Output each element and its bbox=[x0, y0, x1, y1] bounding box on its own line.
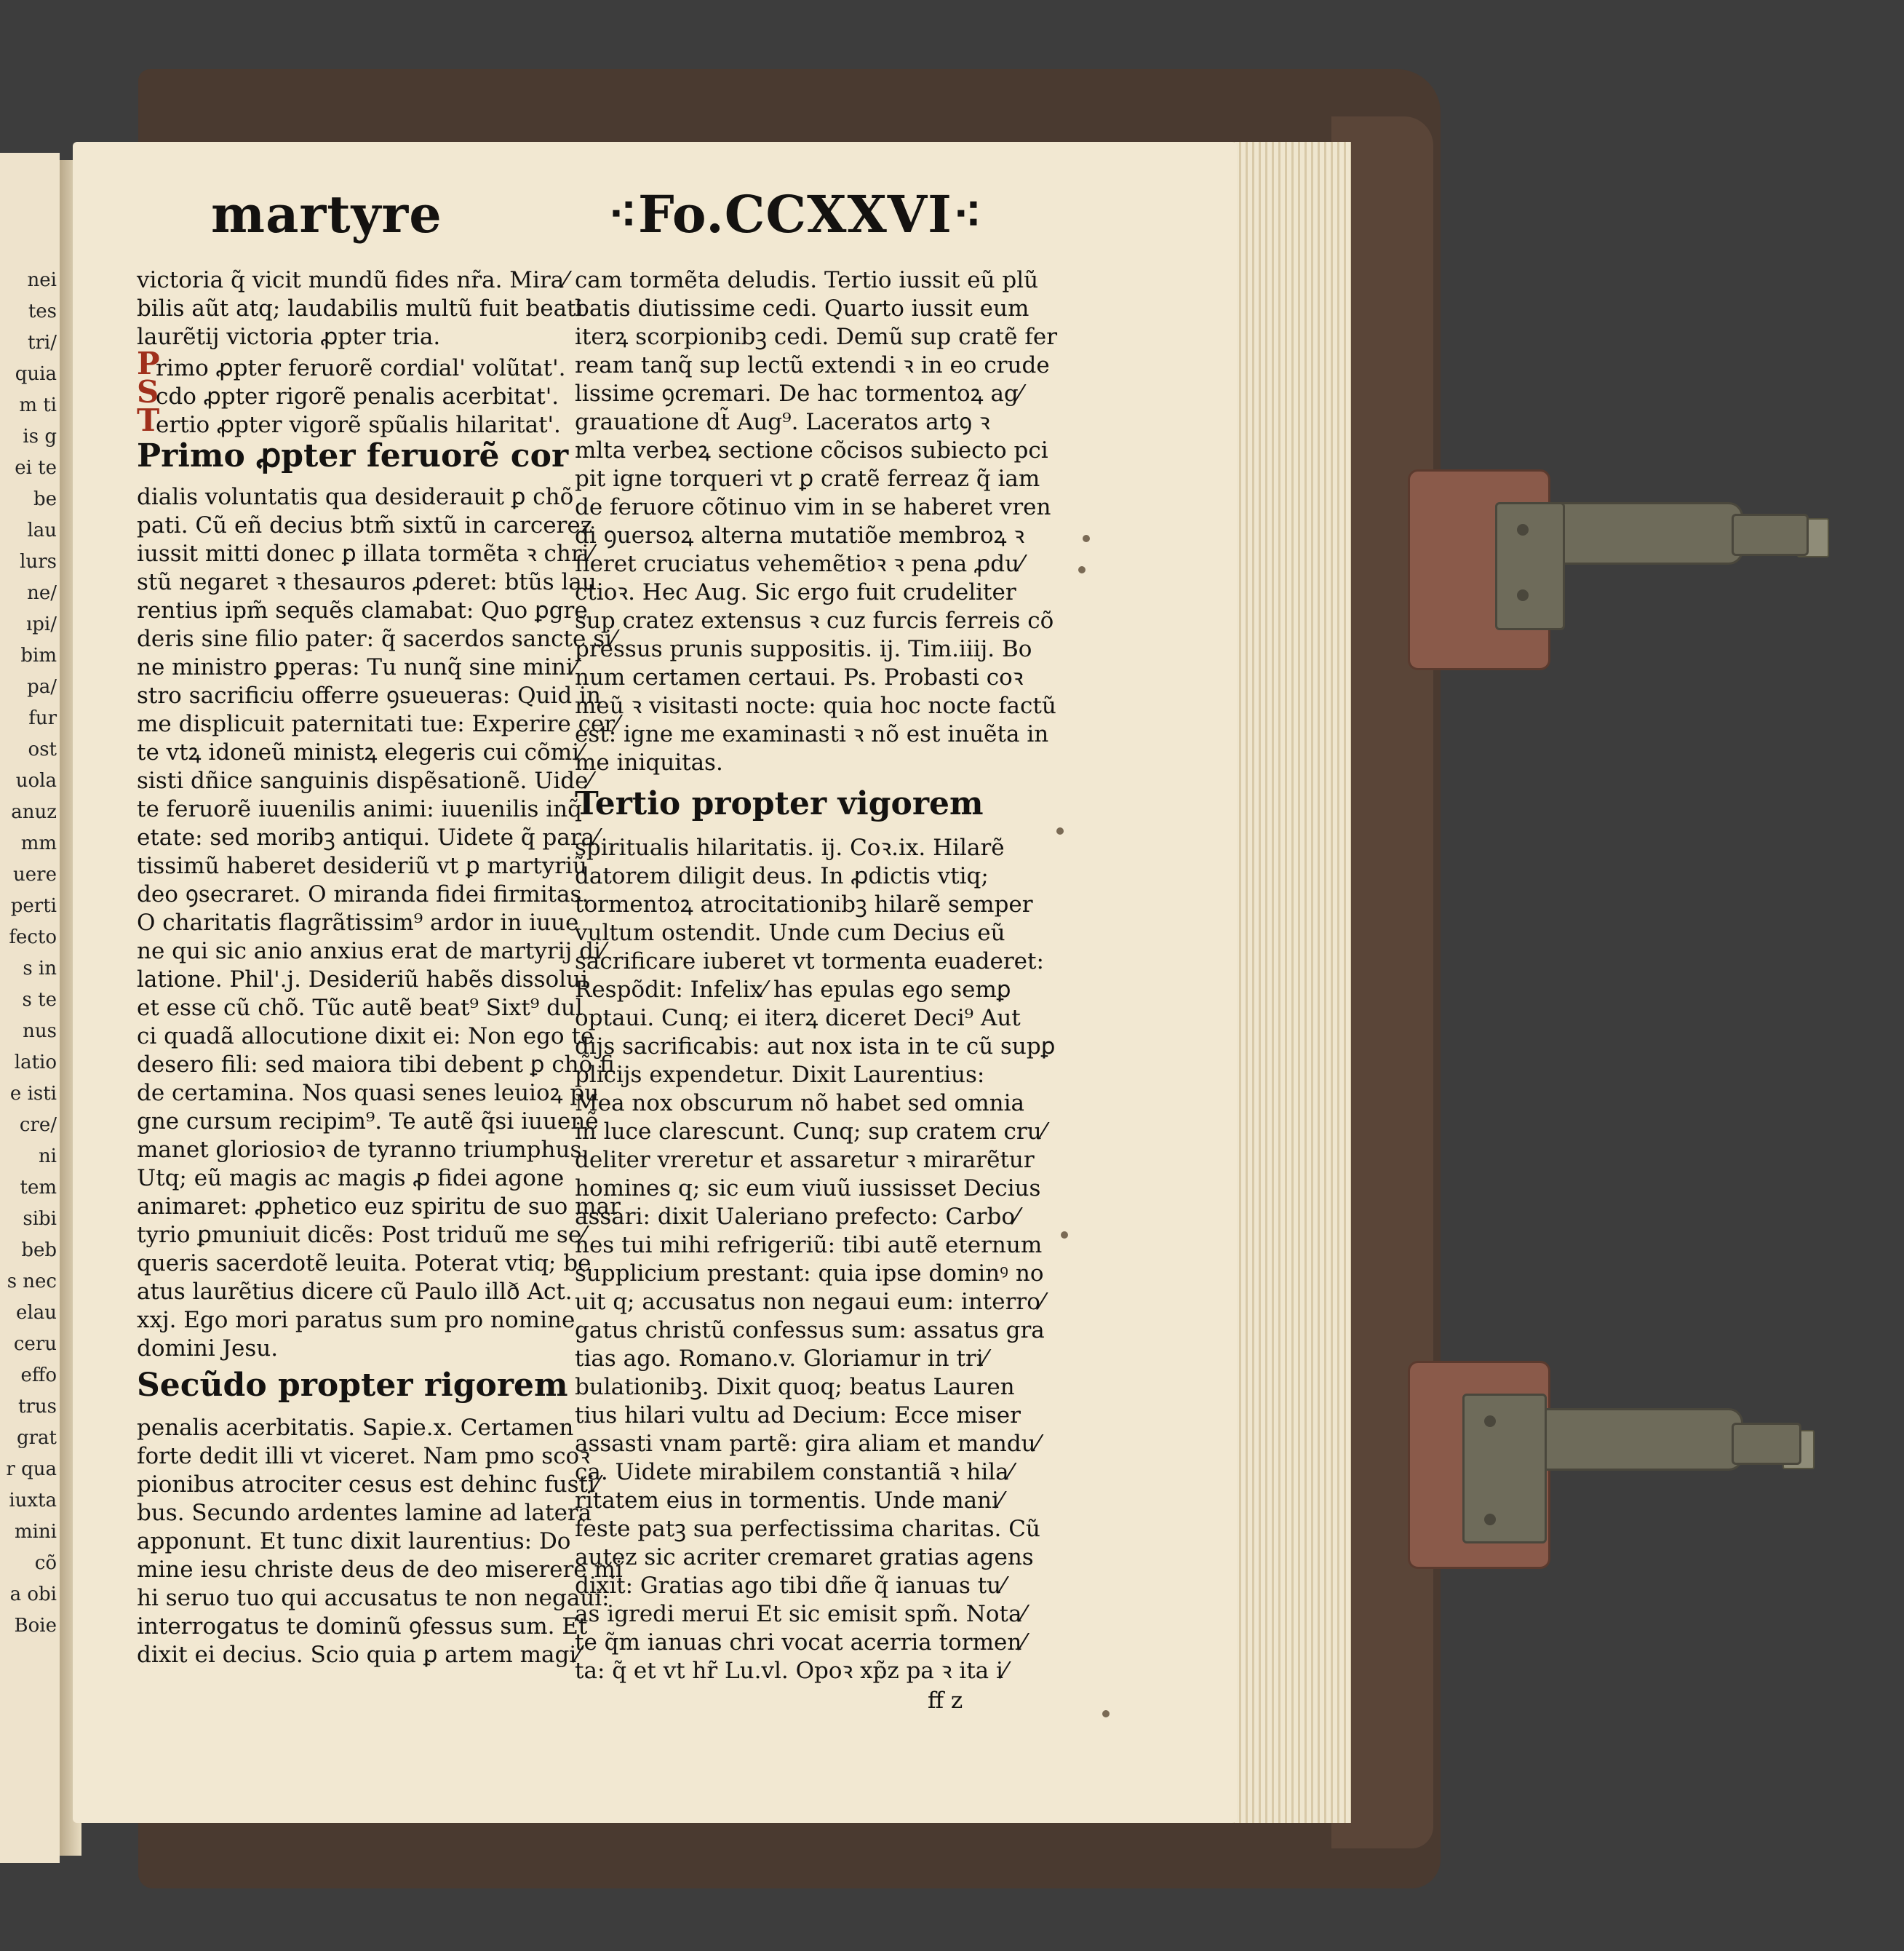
division-line: cdo ꝓpter rigorẽ penalis acerbitat'. bbox=[156, 384, 559, 410]
text-line: ream tanq̃ sup lectũ extendi ꝛ in eo crude bbox=[575, 352, 1050, 378]
margin-fragment: tes bbox=[28, 301, 57, 322]
text-line: te vtꝝ idoneũ ministꝝ elegeris cui cõmi⁄ bbox=[137, 739, 583, 766]
text-line: me displicuit paternitati tue: Experire cer⁄ bbox=[137, 711, 619, 737]
text-line: uit q; accusatus non negaui eum: interro⁄ bbox=[575, 1289, 1045, 1315]
text-line: autez sic acriter cremaret gratias agens bbox=[575, 1544, 1034, 1570]
margin-fragment: latio bbox=[14, 1052, 57, 1073]
text-line: dixit ei decius. Scio quia ꝑ artem magi⁄ bbox=[137, 1642, 581, 1668]
rubricated-initial: T bbox=[137, 402, 160, 438]
margin-fragment: anuz bbox=[11, 801, 57, 823]
text-line: nes tui mihi refrigeriũ: tibi autẽ eternum bbox=[575, 1232, 1043, 1258]
text-line: latione. Phil'.j. Desideriũ habẽs dissolui bbox=[137, 966, 588, 993]
rubricated-initial: S bbox=[137, 374, 159, 410]
text-line: gne cursum recipim⁹. Te autẽ q̃si iuuenẽ bbox=[137, 1108, 599, 1135]
text-line: interrogatus te dominũ ꝯfessus sum. Et bbox=[137, 1613, 588, 1640]
text-line: optaui. Cunq; ei iterꝝ diceret Deci⁹ Aut bbox=[575, 1005, 1021, 1031]
clasp-lower-plate bbox=[1462, 1394, 1547, 1543]
text-line: sup cratez extensus ꝛ cuz furcis ferreis cõ bbox=[575, 608, 1054, 634]
margin-fragment: beb bbox=[21, 1239, 57, 1261]
text-line: ne qui sic anio anxius erat de martyrij di⁄ bbox=[137, 938, 605, 964]
margin-fragment: ni bbox=[38, 1145, 57, 1167]
margin-fragment: m ti bbox=[19, 394, 57, 416]
text-line: gatus christũ confessus sum: assatus gra bbox=[575, 1317, 1045, 1343]
section-heading: Primo ꝓpter feruorẽ cor bbox=[137, 437, 569, 474]
worm-hole bbox=[1061, 1231, 1068, 1239]
text-line: hi seruo tuo qui accusatus te non negaui: bbox=[137, 1585, 610, 1611]
text-line: di ꝯuersoꝝ alterna mutatiõe membroꝝ ꝛ bbox=[575, 522, 1025, 549]
margin-fragment: ne/ bbox=[27, 582, 57, 604]
margin-fragment: s nec bbox=[7, 1271, 57, 1292]
text-line: iterꝝ scorpionibꝫ cedi. Demũ sup cratẽ fer bbox=[575, 324, 1058, 350]
text-line: sisti dñice sanguinis dispẽsationẽ. Uide⁄ bbox=[137, 768, 592, 794]
text-line: in luce clarescunt. Cunq; sup cratem cru⁄ bbox=[575, 1118, 1045, 1145]
text-line: animaret: ꝓphetico euz spiritu de suo mar bbox=[137, 1193, 621, 1220]
worm-hole bbox=[1083, 535, 1090, 542]
text-line: stũ negaret ꝛ thesauros ꝓderet: btũs lau bbox=[137, 569, 597, 595]
margin-fragment: ceru bbox=[13, 1333, 57, 1355]
text-line: dijs sacrificabis: aut nox ista in te cũ supꝑ bbox=[575, 1033, 1056, 1060]
margin-fragment: effo bbox=[20, 1364, 57, 1386]
text-line: assari: dixit Ualeriano prefecto: Carbo⁄ bbox=[575, 1204, 1019, 1230]
text-line: Respõdit: Infelix⁄ has epulas ego semꝑ bbox=[575, 977, 1011, 1003]
division-line: ertio ꝓpter vigorẽ spũalis hilaritat'. bbox=[156, 412, 561, 438]
text-line: tissimũ haberet desideriũ vt ꝑ martyriũ bbox=[137, 853, 587, 879]
text-line: mlta verbeꝝ sectione cõcisos subiecto pci bbox=[575, 437, 1048, 464]
text-line: penalis acerbitatis. Sapie.x. Certamen bbox=[137, 1415, 574, 1441]
division-line: rimo ꝓpter feruorẽ cordial' volũtat'. bbox=[156, 355, 566, 381]
text-line: cam tormẽta deludis. Tertio iussit eũ plũ bbox=[575, 267, 1039, 293]
text-line: de feruore cõtinuo vim in se haberet vren bbox=[575, 494, 1051, 520]
text-line: et esse cũ chõ. Tũc autẽ beat⁹ Sixt⁹ dul bbox=[137, 995, 583, 1021]
margin-fragment: s in bbox=[23, 958, 57, 980]
margin-fragment: elau bbox=[16, 1302, 57, 1324]
section-heading: Tertio propter vigorem bbox=[575, 785, 984, 822]
signature-mark: ff z bbox=[928, 1688, 963, 1714]
margin-fragment: perti bbox=[10, 895, 57, 917]
margin-fragment: sibi bbox=[23, 1208, 57, 1230]
margin-fragment: pa/ bbox=[27, 676, 57, 698]
text-line: O charitatis flagrãtissim⁹ ardor in iuue bbox=[137, 910, 579, 936]
margin-fragment: iuxta bbox=[9, 1490, 57, 1511]
text-line: forte dedit illi vt viceret. Nam pmo scoꝛ bbox=[137, 1443, 590, 1469]
margin-fragment: mm bbox=[20, 833, 57, 854]
worm-hole bbox=[1056, 827, 1064, 835]
text-line: te q̃m ianuas chri vocat acerria tormen⁄ bbox=[575, 1629, 1026, 1656]
clasp-lower-rivet bbox=[1484, 1514, 1496, 1525]
text-line: queris sacerdotẽ leuita. Poterat vtiq; be bbox=[137, 1250, 591, 1276]
folio-number: ⁖Fo.CCXXVI⁖ bbox=[608, 184, 983, 245]
margin-fragment: lau bbox=[27, 520, 57, 541]
text-line: domini Jesu. bbox=[137, 1335, 279, 1362]
text-line: te feruorẽ iuuenilis animi: iuuenilis inq̃ bbox=[137, 796, 582, 822]
text-line: supplicium prestant: quia ipse dominꝰ no bbox=[575, 1260, 1044, 1287]
clasp-upper-plate bbox=[1495, 502, 1565, 630]
text-line: xxj. Ego mori paratus sum pro nomine bbox=[137, 1307, 575, 1333]
section-heading: Secũdo propter rigorem bbox=[137, 1367, 568, 1404]
text-line: ta: q̃ et vt hr̃ Lu.vl. Opoꝛ xp̃z pa ꝛ ita i⁄ bbox=[575, 1658, 1008, 1684]
margin-fragment: is g bbox=[23, 426, 57, 448]
text-line: fieret cruciatus vehemẽtioꝛ ꝛ pena ꝓdu⁄ bbox=[575, 551, 1024, 577]
text-line: ca. Uidete mirabilem constantiã ꝛ hila⁄ bbox=[575, 1459, 1013, 1485]
text-line: de certamina. Nos quasi senes leuioꝝ pu bbox=[137, 1080, 600, 1106]
margin-fragment: cre/ bbox=[19, 1114, 57, 1136]
margin-fragment: nei bbox=[27, 269, 57, 291]
text-line: dixit: Gratias ago tibi dñe q̃ ianuas tu⁄ bbox=[575, 1573, 1005, 1599]
text-line: homines q; sic eum viuũ iussisset Decius bbox=[575, 1175, 1041, 1201]
text-line: tyrio ꝑmuniuit dicẽs: Post triduũ me se⁄ bbox=[137, 1222, 586, 1248]
text-line: bulationibꝫ. Dixit quoq; beatus Lauren bbox=[575, 1374, 1015, 1400]
text-line: vultum ostendit. Unde cum Decius eũ bbox=[575, 920, 1005, 946]
worm-hole bbox=[1102, 1710, 1110, 1717]
text-line: stro sacrificiu offerre ꝯsueueras: Quid in bbox=[137, 683, 601, 709]
text-line: pressus prunis suppositis. ij. Tim.iiij. Bo bbox=[575, 636, 1032, 662]
text-line: Mea nox obscurum nõ habet sed omnia bbox=[575, 1090, 1024, 1116]
worm-hole bbox=[1078, 566, 1086, 573]
text-line: atus laurẽtius dicere cũ Paulo illð Act. bbox=[137, 1279, 573, 1305]
margin-fragment: fecto bbox=[9, 926, 57, 948]
text-line: ne ministro ꝑperas: Tu nunq̃ sine mini⁄ bbox=[137, 654, 577, 680]
text-line: deliter vreretur et assaretur ꝛ mirarẽtur bbox=[575, 1147, 1035, 1173]
text-line: me iniquitas. bbox=[575, 750, 723, 776]
clasp-upper-rivet bbox=[1517, 589, 1529, 601]
rubricated-initial: P bbox=[137, 346, 160, 381]
margin-fragment: bim bbox=[20, 645, 57, 667]
margin-fragment: quia bbox=[15, 363, 57, 385]
margin-fragment: e isti bbox=[9, 1083, 57, 1105]
text-line: tius hilari vultu ad Decium: Ecce miser bbox=[575, 1402, 1021, 1429]
clasp-upper-rivet bbox=[1517, 524, 1529, 536]
text-line: num certamen certaui. Ps. Probasti coꝛ bbox=[575, 664, 1024, 691]
running-title: martyre bbox=[211, 184, 442, 245]
text-line: rentius ipm̃ sequẽs clamabat: Quo ꝑgre bbox=[137, 597, 588, 624]
text-line: pionibus atrociter cesus est dehinc fusti⁄ bbox=[137, 1471, 600, 1498]
margin-fragment: s te bbox=[22, 989, 57, 1011]
margin-fragment: a obi bbox=[9, 1584, 57, 1605]
text-line: tias ago. Romano.v. Gloriamur in tri⁄ bbox=[575, 1346, 987, 1372]
text-line: mine iesu christe deus de deo miserere mi bbox=[137, 1557, 623, 1583]
text-line: iussit mitti donec ꝑ illata tormẽta ꝛ chri⁄ bbox=[137, 541, 593, 567]
text-line: apponunt. Et tunc dixit laurentius: Do bbox=[137, 1528, 571, 1554]
text-line: tormentoꝝ atrocitationibꝫ hilarẽ semper bbox=[575, 891, 1033, 918]
clasp-lower-rivet bbox=[1484, 1415, 1496, 1427]
margin-fragment: grat bbox=[16, 1427, 57, 1449]
text-line: sacrificare iuberet vt tormenta euaderet: bbox=[575, 948, 1044, 974]
text-line: etate: sed moribꝫ antiqui. Uidete q̃ para⁄ bbox=[137, 824, 599, 851]
text-line: datorem diligit deus. In ꝓdictis vtiq; bbox=[575, 863, 989, 889]
page-fore-edge bbox=[1233, 142, 1351, 1823]
text-line: as igredi merui Et sic emisit spm̃. Nota⁄ bbox=[575, 1601, 1026, 1627]
margin-fragment: cõ bbox=[34, 1552, 57, 1574]
text-line: batis diutissime cedi. Quarto iussit eum bbox=[575, 295, 1029, 322]
margin-fragment: tri/ bbox=[28, 332, 57, 354]
text-line: bilis aũt atq; laudabilis multũ fuit beati bbox=[137, 295, 583, 322]
margin-fragment: be bbox=[33, 488, 57, 510]
text-line: deris sine filio pater: q̃ sacerdos sancte si⁄ bbox=[137, 626, 616, 652]
margin-fragment: r qua bbox=[6, 1458, 57, 1480]
text-line: plicijs expendetur. Dixit Laurentius: bbox=[575, 1062, 985, 1088]
margin-fragment: ei te bbox=[15, 457, 57, 479]
text-line: meũ ꝛ visitasti nocte: quia hoc nocte factũ bbox=[575, 693, 1056, 719]
text-line: victoria q̃ vicit mundũ fides nr̃a. Mira⁄ bbox=[137, 267, 568, 293]
text-line: deo ꝯsecraret. O miranda fidei firmitas. bbox=[137, 881, 589, 907]
text-line: desero fili: sed maiora tibi debent ꝑ chõ fi bbox=[137, 1052, 615, 1078]
margin-fragment: trus bbox=[18, 1396, 57, 1418]
text-line: ritatem eius in tormentis. Unde mani⁄ bbox=[575, 1487, 1003, 1514]
text-line: feste patꝫ sua perfectissima charitas. Cũ bbox=[575, 1516, 1040, 1542]
clasp-lower-tongue bbox=[1732, 1423, 1801, 1465]
margin-fragment: uola bbox=[15, 770, 57, 792]
text-line: est: igne me examinasti ꝛ nõ est inuẽta in bbox=[575, 721, 1049, 747]
margin-fragment: lurs bbox=[20, 551, 57, 573]
margin-fragment: ıpi/ bbox=[25, 613, 57, 635]
text-line: dialis voluntatis qua desiderauit ꝑ chõ bbox=[137, 484, 574, 510]
text-line: grauatione dt̃ Aug⁹. Laceratos artꝯ ꝛ bbox=[575, 409, 990, 435]
text-line: bus. Secundo ardentes lamine ad latera bbox=[137, 1500, 592, 1526]
margin-fragment: Boie bbox=[14, 1615, 57, 1637]
clasp-upper-tongue bbox=[1732, 514, 1809, 556]
text-line: spiritualis hilaritatis. ij. Coꝛ.ix. Hilarẽ bbox=[575, 835, 1005, 861]
text-line: ctioꝛ. Hec Aug. Sic ergo fuit crudeliter bbox=[575, 579, 1016, 605]
left-page bbox=[0, 153, 60, 1863]
margin-fragment: ost bbox=[28, 739, 57, 760]
margin-fragment: fur bbox=[28, 707, 57, 729]
text-line: Utq; eũ magis ac magis ꝓ fidei agone bbox=[137, 1165, 565, 1191]
margin-fragment: mini bbox=[14, 1521, 57, 1543]
text-line: pati. Cũ eñ decius btm̃ sixtũ in carcerez bbox=[137, 512, 593, 539]
text-line: pit igne torqueri vt ꝑ cratẽ ferreaz q̃ iam bbox=[575, 466, 1040, 492]
margin-fragment: nus bbox=[23, 1020, 57, 1042]
text-line: laurẽtij victoria ꝓpter tria. bbox=[137, 324, 441, 350]
margin-fragment: uere bbox=[13, 864, 57, 886]
text-line: assasti vnam partẽ: gira aliam et mandu⁄ bbox=[575, 1431, 1040, 1457]
text-line: manet gloriosioꝛ de tyranno triumphus. bbox=[137, 1137, 589, 1163]
text-line: lissime ꝯcremari. De hac tormentoꝝ ag⁄ bbox=[575, 381, 1022, 407]
text-line: ci quadã allocutione dixit ei: Non ego te bbox=[137, 1023, 594, 1049]
margin-fragment: tem bbox=[20, 1177, 57, 1199]
